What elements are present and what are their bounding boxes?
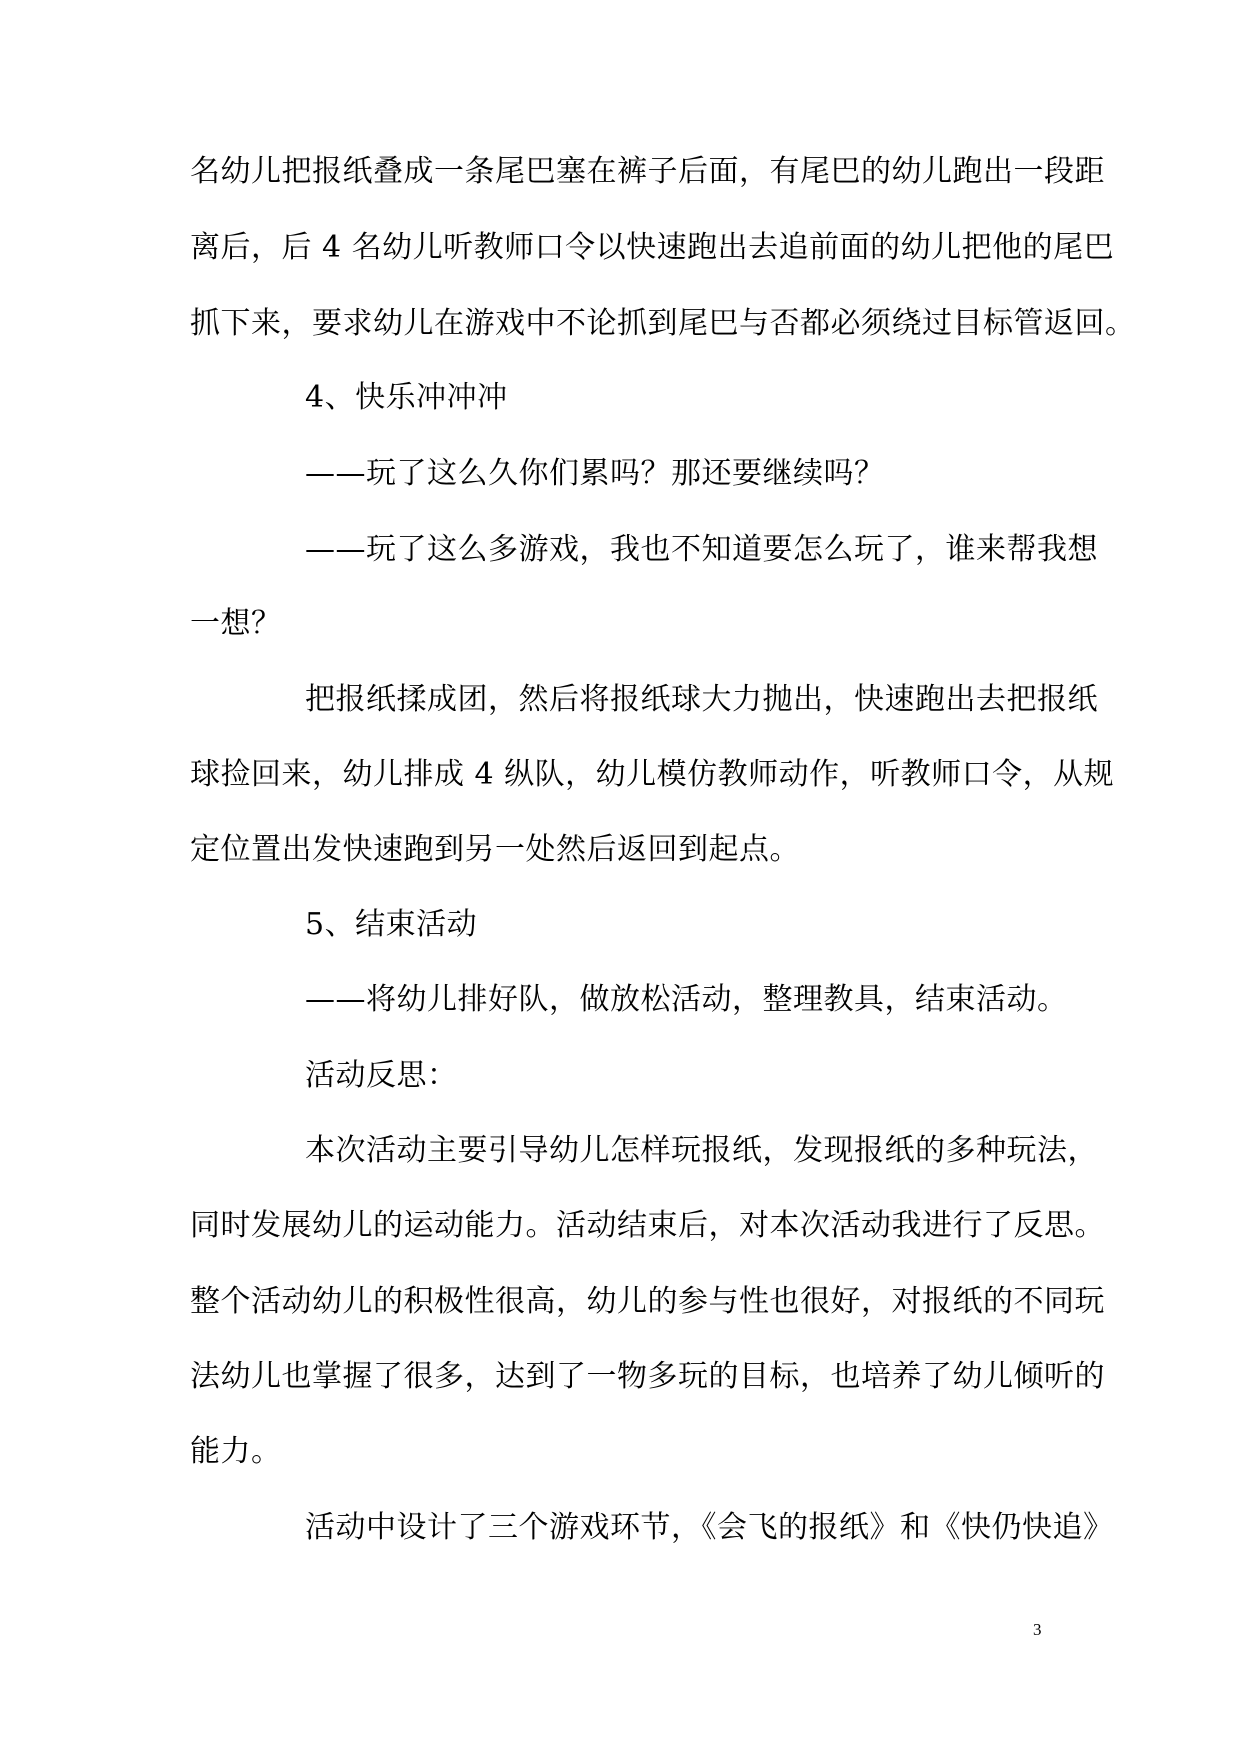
text-line: ——玩了这么多游戏，我也不知道要怎么玩了，谁来帮我想 [305, 532, 1098, 567]
text-line: 球捡回来，幼儿排成 4 纵队，幼儿模仿教师动作，听教师口令，从规 [190, 757, 1115, 792]
text-line: 同时发展幼儿的运动能力。活动结束后，对本次活动我进行了反思。 [190, 1208, 1105, 1243]
text-line: 名幼儿把报纸叠成一条尾巴塞在裤子后面，有尾巴的幼儿跑出一段距 [190, 154, 1105, 189]
section-heading: 活动反思： [305, 1058, 458, 1093]
text-line: 能力。 [190, 1434, 282, 1469]
text-line: 离后，后 4 名幼儿听教师口令以快速跑出去追前面的幼儿把他的尾巴 [190, 230, 1115, 265]
text-line: 定位置出发快速跑到另一处然后返回到起点。 [190, 832, 800, 867]
section-heading: 4、快乐冲冲冲 [305, 380, 508, 415]
text-line: ——玩了这么久你们累吗？那还要继续吗？ [305, 456, 885, 491]
text-line: 一想？ [190, 606, 282, 641]
section-heading: 5、结束活动 [305, 907, 478, 942]
text-line: 整个活动幼儿的积极性很高，幼儿的参与性也很好，对报纸的不同玩 [190, 1284, 1105, 1319]
text-line: 法幼儿也掌握了很多，达到了一物多玩的目标，也培养了幼儿倾听的 [190, 1359, 1105, 1394]
text-line: 本次活动主要引导幼儿怎样玩报纸，发现报纸的多种玩法， [305, 1133, 1098, 1168]
text-line: 把报纸揉成团，然后将报纸球大力抛出，快速跑出去把报纸 [305, 682, 1098, 717]
text-line: 活动中设计了三个游戏环节，《会飞的报纸》和《快仍快追》 [305, 1510, 1114, 1545]
text-line: ——将幼儿排好队，做放松活动，整理教具，结束活动。 [305, 982, 1068, 1017]
text-line: 抓下来，要求幼儿在游戏中不论抓到尾巴与否都必须绕过目标管返回。 [190, 306, 1136, 341]
page-number: 3 [1033, 1620, 1042, 1639]
